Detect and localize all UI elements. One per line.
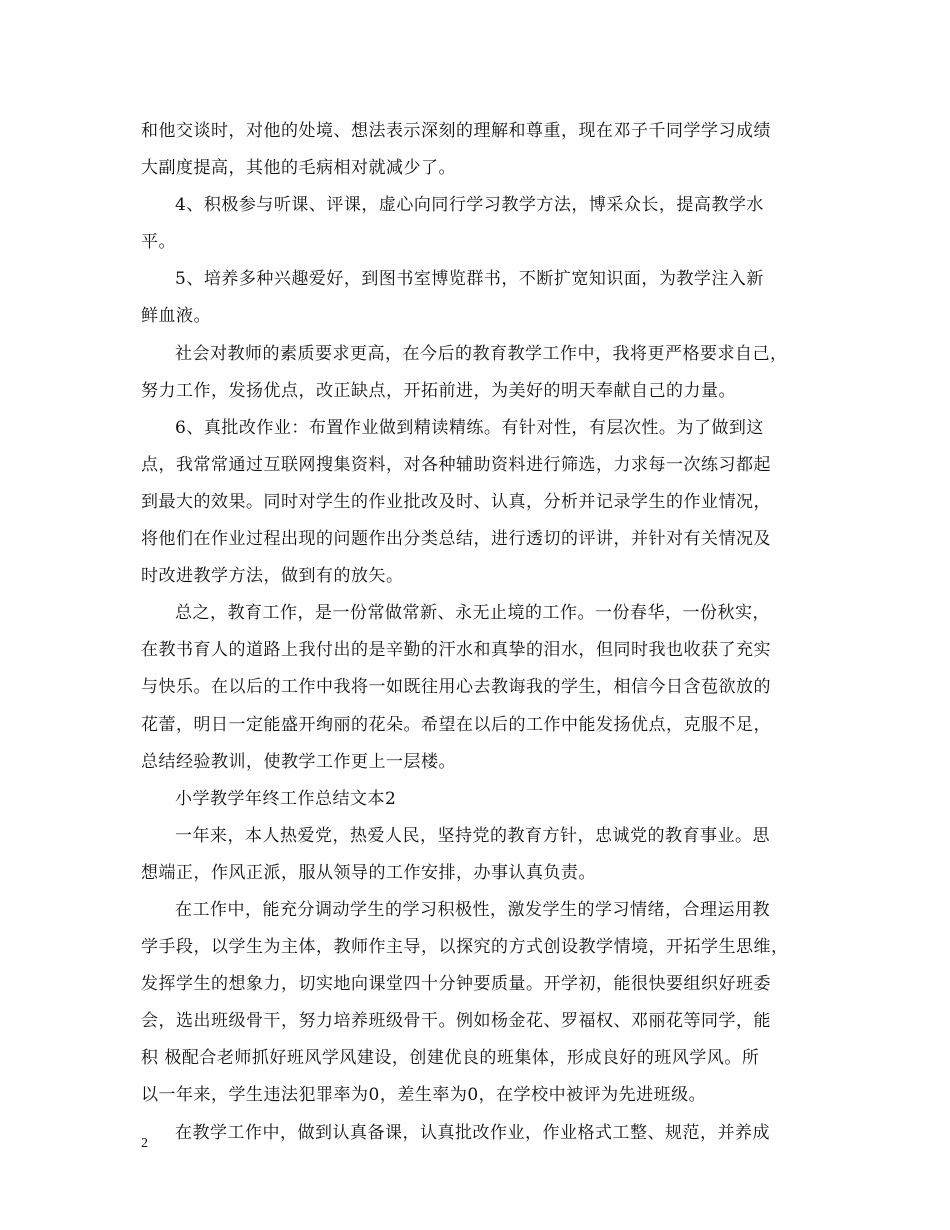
text-line: 发挥学生的想象力，切实地向课堂四十分钟要质量。开学初，能很快要组织好班委 [141,974,771,995]
text-line: 与快乐。在以后的工作中我将一如既往用心去教诲我的学生，相信今日含苞欲放的 [141,677,771,698]
text-line: 时改进教学方法，做到有的放矢。 [141,566,404,587]
text-line: 6、真批改作业：布置作业做到精读精练。有针对性，有层次性。为了做到这 [175,417,764,438]
text-line: 在教书育人的道路上我付出的是辛勤的汗水和真挚的泪水，但同时我也收获了充实 [141,640,771,661]
text-line: 5、培养多种兴趣爱好，到图书室博览群书，不断扩宽知识面，为教学注入新 [175,269,764,290]
text-line: 学手段，以学生为主体，教师作主导，以探究的方式创设教学情境，开拓学生思维， [141,937,789,958]
text-line: 4、积极参与听课、评课，虚心向同行学习教学方法，博采众长，提高教学水 [175,195,764,216]
text-line: 一年来，本人热爱党，热爱人民，坚持党的教育方针，忠诚党的教育事业。思 [175,825,770,846]
text-line: 将他们在作业过程出现的问题作出分类总结，进行透切的评讲，并针对有关情况及 [141,529,771,550]
text-line: 总之，教育工作，是一份常做常新、永无止境的工作。一份春华，一份秋实， [175,603,770,624]
text-line: 点，我常常通过互联网搜集资料，对各种辅助资料进行筛选，力求每一次练习都起 [141,454,771,475]
text-line: 以一年来，学生违法犯罪率为0，差生率为0，在学校中被评为先进班级。 [141,1085,707,1106]
document-body [141,113,813,1152]
text-line: 在工作中，能充分调动学生的学习积极性，激发学生的学习情绪，合理运用教 [175,899,770,920]
text-line: 努力工作，发扬优点，改正缺点，开拓前进，为美好的明天奉献自己的力量。 [141,380,736,401]
text-line: 到最大的效果。同时对学生的作业批改及时、认真，分析并记录学生的作业情况， [141,491,771,512]
text-line: 花蕾，明日一定能盛开绚丽的花朵。希望在以后的工作中能发扬优点，克服不足， [141,714,771,735]
text-line: 和他交谈时，对他的处境、想法表示深刻的理解和尊重，现在邓子千同学学习成绩 [141,121,771,141]
text-line: 在教学工作中，做到认真备课，认真批改作业，作业格式工整、规范，并养成 [175,1122,770,1143]
text-line: 会，选出班级骨干，努力培养班级骨干。例如杨金花、罗福权、邓丽花等同学，能 [141,1011,771,1032]
text-line: 鲜血液。 [141,306,211,327]
text-line: 大副度提高，其他的毛病相对就减少了。 [141,158,456,179]
text-line: 平。 [141,232,176,253]
text-line: 想端正，作风正派，服从领导的工作安排，办事认真负责。 [141,862,596,883]
page-number: 2 [141,1136,148,1151]
text-line: 社会对教师的素质要求更高，在今后的教育教学工作中，我将更严格要求自己， [175,343,788,364]
text-line: 小学教学年终工作总结文本2 [175,788,397,809]
text-line: 积 极配合老师抓好班风学风建设，创建优良的班集体，形成良好的班风学风。所 [141,1048,760,1069]
text-line: 总结经验教训，使教学工作更上一层楼。 [141,751,456,772]
